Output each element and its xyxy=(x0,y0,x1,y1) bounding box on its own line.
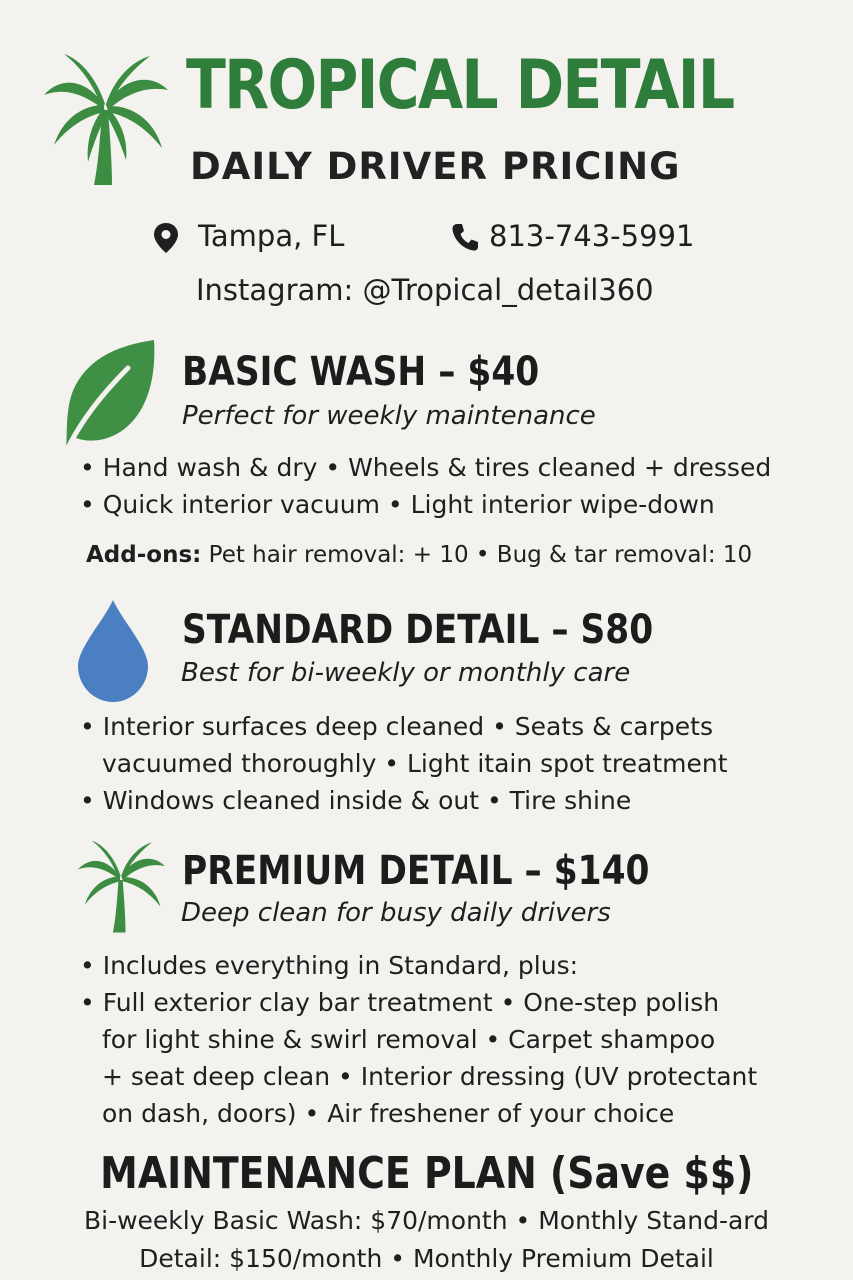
basic-wash-title: BASIC WASH – $40 xyxy=(182,349,540,395)
list-item: on dash, doors) • Air freshener of your choice xyxy=(102,1099,675,1128)
basic-wash-tagline: Perfect for weekly maintenance xyxy=(182,401,596,431)
premium-detail-features xyxy=(80,947,757,1132)
basic-wash-features xyxy=(80,449,771,523)
brand-title: TROPICAL DETAIL xyxy=(186,46,734,125)
maintenance-plan-title-text: MAINTENANCE PLAN (Save $$) xyxy=(99,1148,754,1199)
list-item: for light shine & swirl removal • Carpet shampoo xyxy=(102,1025,716,1054)
premium-detail-tagline: Deep clean for busy daily drivers xyxy=(181,898,611,928)
basic-wash-addons xyxy=(86,544,752,567)
water-drop-icon xyxy=(74,598,152,704)
standard-detail-features xyxy=(80,708,728,819)
addons-text: Pet hair removal: + 10 • Bug & tar removal: 10 xyxy=(201,542,753,568)
location-text: Tampa, FL xyxy=(198,219,345,253)
standard-detail-title: STANDARD DETAIL – S80 xyxy=(182,607,654,653)
phone-number[interactable]: 813-743-5991 xyxy=(489,219,695,253)
list-item: • Hand wash & dry • Wheels & tires cleaned + dressed xyxy=(80,453,772,482)
maintenance-plan-details xyxy=(0,1202,853,1278)
premium-detail-title: PREMIUM DETAIL – $140 xyxy=(182,848,650,894)
addons-label: Add-ons: xyxy=(86,542,202,568)
list-item: + seat deep clean • Interior dressing (UV protectant xyxy=(102,1062,758,1091)
palm-tree-icon xyxy=(42,50,172,190)
phone-icon xyxy=(451,222,479,252)
list-item: • Interior surfaces deep cleaned • Seats & carpets xyxy=(80,712,713,741)
list-item: Detail: $150/month • Monthly Premium Detail xyxy=(139,1244,714,1273)
page-subtitle: DAILY DRIVER PRICING xyxy=(190,145,681,188)
list-item: • Full exterior clay bar treatment • One-step polish xyxy=(80,988,720,1017)
map-pin-icon xyxy=(152,222,180,254)
list-item: vacuumed thoroughly • Light itain spot treatment xyxy=(102,749,728,778)
palm-tree-icon xyxy=(72,838,172,936)
standard-detail-tagline: Best for bi-weekly or monthly care xyxy=(181,658,631,688)
list-item: Bi-weekly Basic Wash: $70/month • Monthly Stand-ard xyxy=(83,1206,770,1235)
leaf-icon xyxy=(58,338,158,456)
list-item: • Includes everything in Standard, plus: xyxy=(80,951,579,980)
instagram-handle[interactable]: Instagram: @Tropical_detail360 xyxy=(196,273,654,307)
maintenance-plan-title xyxy=(0,1148,853,1199)
list-item: • Windows cleaned inside & out • Tire shine xyxy=(80,786,632,815)
list-item: • Quick interior vacuum • Light interior wipe-down xyxy=(80,490,715,519)
